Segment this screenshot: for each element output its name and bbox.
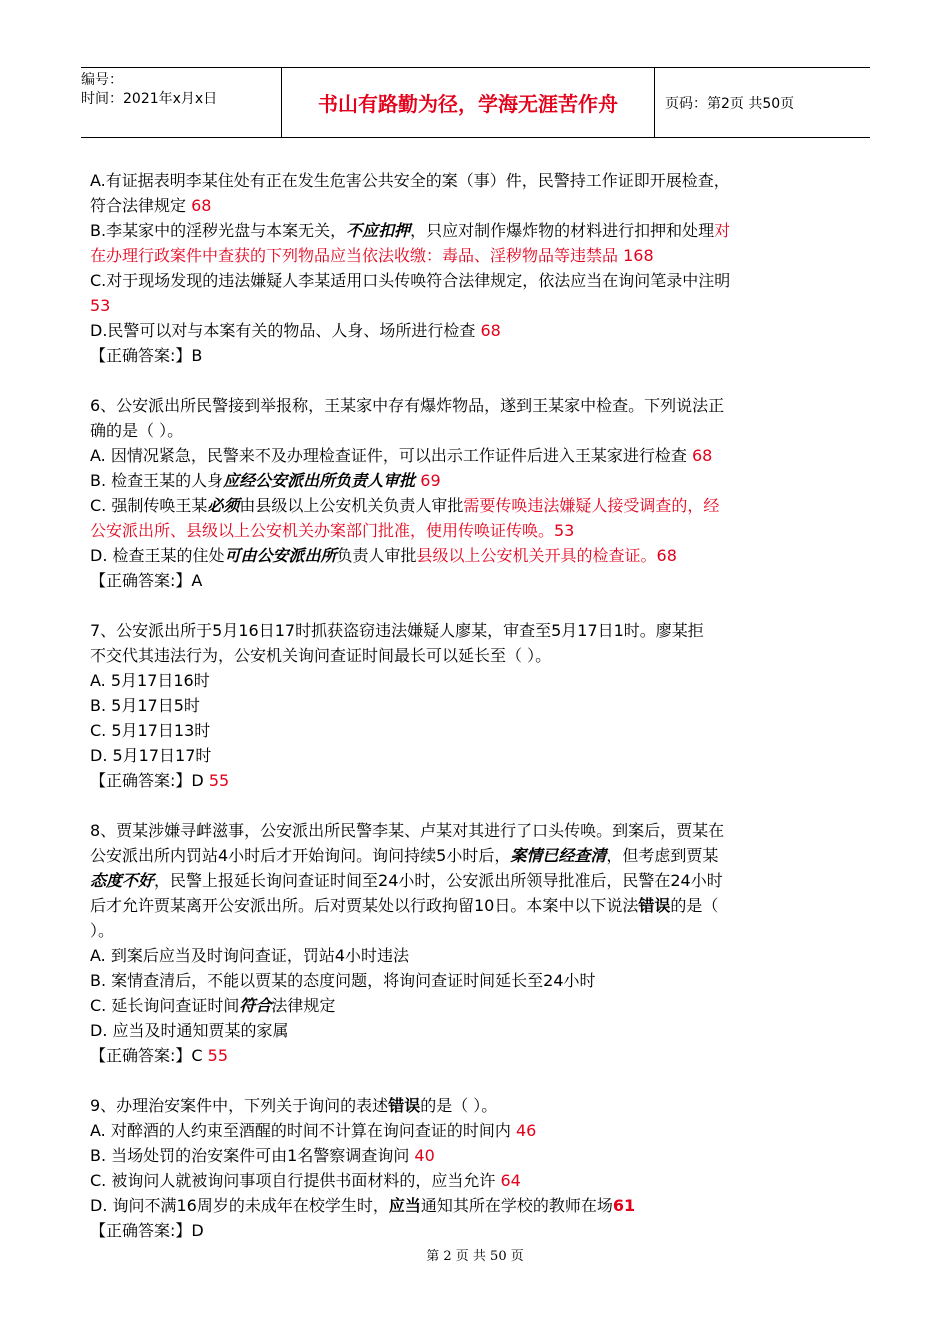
text-line	[90, 268, 870, 293]
header-table	[81, 67, 870, 138]
text-segment: ，但考虑到贾某	[606, 846, 719, 865]
text-line	[90, 693, 870, 718]
text-line	[90, 1218, 870, 1243]
text-segment: 需要传唤违法嫌疑人接受调查的，经	[463, 496, 720, 515]
text-line	[90, 968, 870, 993]
text-line	[90, 768, 870, 793]
text-line	[90, 643, 870, 668]
text-segment: 应经公安派出所负责人审批	[223, 471, 416, 490]
text-segment: D. 应当及时通知贾某的家属	[90, 1021, 289, 1040]
text-line	[90, 1193, 870, 1218]
text-line	[90, 468, 870, 493]
text-line	[90, 418, 870, 443]
text-segment: B. 检查王某的人身	[90, 471, 224, 490]
text-line	[90, 518, 870, 543]
time-label: 时间：2021年x月x日	[81, 91, 218, 107]
text-segment: 态度不好	[90, 871, 155, 890]
text-segment: C. 5月17日13时	[90, 721, 211, 740]
text-segment: 错误	[388, 1096, 421, 1115]
text-segment: C. 延长询问查证时间	[90, 996, 240, 1015]
text-segment: 55	[207, 1046, 229, 1065]
text-segment: A.有证据表明李某住处有正在发生危害公共安全的案（事）件，民警持工作证即开展检查，	[90, 171, 730, 190]
text-line	[90, 818, 870, 843]
text-segment: 不应扣押	[346, 221, 411, 240]
text-segment: 40	[414, 1146, 435, 1165]
text-segment: 61	[612, 1196, 636, 1215]
text-segment: C.对于现场发现的违法嫌疑人李某适用口头传唤符合法律规定，依法应当在询问笔录中注明	[90, 271, 731, 290]
text-segment: B. 当场处罚的治安案件可由1名警察调查询问	[90, 1146, 415, 1165]
text-line	[90, 343, 870, 368]
text-segment: 【正确答案:】A	[90, 571, 203, 590]
text-line	[90, 218, 870, 243]
text-segment: 符合	[239, 996, 272, 1015]
text-line	[90, 168, 870, 193]
blank-line	[90, 368, 870, 393]
text-line	[90, 668, 870, 693]
text-segment: A. 对醉酒的人约束至酒醒的时间不计算在询问查证的时间内	[90, 1121, 516, 1140]
header-meta	[81, 68, 282, 137]
text-segment: 通知其所在学校的教师在场	[420, 1196, 613, 1215]
text-segment: 68	[480, 321, 501, 340]
header-motto: 书山有路勤为径，学海无涯苦作舟	[282, 68, 655, 137]
text-segment: D.民警可以对与本案有关的物品、人身、场所进行检查	[90, 321, 481, 340]
text-segment: 68	[191, 196, 212, 215]
text-segment: 的是（	[670, 896, 719, 915]
text-line	[90, 543, 870, 568]
text-line	[90, 243, 870, 268]
text-line	[90, 1043, 870, 1068]
text-line	[90, 1143, 870, 1168]
text-segment: 【正确答案:】D	[90, 771, 209, 790]
text-segment: 错误	[638, 896, 671, 915]
text-line	[90, 718, 870, 743]
text-segment: A. 到案后应当及时询问查证，罚站4小时违法	[90, 946, 410, 965]
text-line	[90, 918, 870, 943]
text-line	[90, 493, 870, 518]
text-segment: 对	[714, 221, 731, 240]
text-segment: 必须	[207, 496, 240, 515]
text-segment: 68	[691, 446, 713, 465]
text-segment: 6、公安派出所民警接到举报称，王某家中存有爆炸物品，遂到王某家中检查。下列说法正	[90, 396, 725, 415]
text-segment: 符合法律规定	[90, 196, 192, 215]
text-segment: 69	[420, 471, 441, 490]
text-line	[90, 893, 870, 918]
text-segment: 在办理行政案件中查获的下列物品应当依法收缴：毒品、淫秽物品等违禁品 168	[90, 246, 654, 265]
text-segment: 公安派出所、县级以上公安机关办案部门批准，使用传唤证传唤。53	[90, 521, 575, 540]
text-segment: B. 案情查清后，不能以贾某的态度问题，将询问查证时间延长至24小时	[90, 971, 596, 990]
text-segment: 可由公安派出所	[224, 546, 337, 565]
text-segment: B. 5月17日5时	[90, 696, 200, 715]
text-line	[90, 1168, 870, 1193]
page-footer: 第 2 页 共 50 页	[426, 1249, 524, 1264]
header-page-info: 页码：第2页 共50页	[665, 95, 795, 112]
text-segment: 公安派出所内罚站4小时后才开始询问。询问持续5小时后，	[90, 846, 511, 865]
text-segment: 的是（ ）。	[420, 1096, 498, 1115]
text-segment: 【正确答案:】C	[90, 1046, 208, 1065]
text-line	[90, 1093, 870, 1118]
text-line	[90, 318, 870, 343]
text-line	[90, 868, 870, 893]
text-segment: 负责人审批	[336, 546, 417, 565]
text-segment: 64	[500, 1171, 521, 1190]
text-segment: ，民警上报延长询问查证时间至24小时，公安派出所领导批准后，民警在24小时	[154, 871, 723, 890]
text-segment: 不交代其违法行为，公安机关询问查证时间最长可以延长至（ ）。	[90, 646, 552, 665]
text-line	[90, 568, 870, 593]
text-segment: ，只应对制作爆炸物的材料进行扣押和处理	[410, 221, 715, 240]
text-line	[90, 993, 870, 1018]
text-segment: 7、公安派出所于5月16日17时抓获盗窃违法嫌疑人廖某，审查至5月17日1时。廖某拒	[90, 621, 704, 640]
text-line	[90, 618, 870, 643]
text-segment: C. 强制传唤王某	[90, 496, 208, 515]
text-line	[90, 943, 870, 968]
text-line	[90, 393, 870, 418]
blank-line	[90, 793, 870, 818]
text-segment: 由县级以上公安机关负责人审批	[239, 496, 464, 515]
text-segment: 县级以上公安机关开具的检查证。68	[416, 546, 677, 565]
number-label: 编号：	[81, 72, 123, 88]
text-line	[90, 1118, 870, 1143]
text-segment: A. 因情况紧急，民警来不及办理检查证件，可以出示工作证件后进入王某家进行检查	[90, 446, 692, 465]
question-content	[90, 168, 870, 1243]
text-segment: 【正确答案:】B	[90, 346, 203, 365]
text-segment: 9、办理治安案件中，下列关于询问的表述	[90, 1096, 389, 1115]
text-line	[90, 293, 870, 318]
text-segment: D. 5月17日17时	[90, 746, 212, 765]
text-segment: 应当	[388, 1196, 421, 1215]
text-segment: D. 询问不满16周岁的未成年在校学生时，	[90, 1196, 389, 1215]
text-segment: ）。	[90, 921, 115, 940]
text-segment: 法律规定	[271, 996, 336, 1015]
text-segment: 46	[515, 1121, 537, 1140]
text-segment: 案情已经查清	[510, 846, 607, 865]
text-line	[90, 743, 870, 768]
text-segment: 确的是（ ）。	[90, 421, 184, 440]
text-segment: A. 5月17日16时	[90, 671, 210, 690]
text-line	[90, 1018, 870, 1043]
text-line	[90, 193, 870, 218]
blank-line	[90, 593, 870, 618]
text-segment: 后才允许贾某离开公安派出所。后对贾某处以行政拘留10日。本案中以下说法	[90, 896, 639, 915]
text-segment: C. 被询问人就被询问事项自行提供书面材料的，应当允许	[90, 1171, 501, 1190]
text-line	[90, 443, 870, 468]
text-segment: 55	[208, 771, 230, 790]
text-segment: 8、贾某涉嫌寻衅滋事，公安派出所民警李某、卢某对其进行了口头传唤。到案后，贾某在	[90, 821, 725, 840]
text-segment: 【正确答案:】D	[90, 1221, 204, 1240]
text-segment: D. 检查王某的住处	[90, 546, 225, 565]
blank-line	[90, 1068, 870, 1093]
text-line	[90, 843, 870, 868]
text-segment: B.李某家中的淫秽光盘与本案无关，	[90, 221, 347, 240]
text-segment: 53	[90, 296, 111, 315]
